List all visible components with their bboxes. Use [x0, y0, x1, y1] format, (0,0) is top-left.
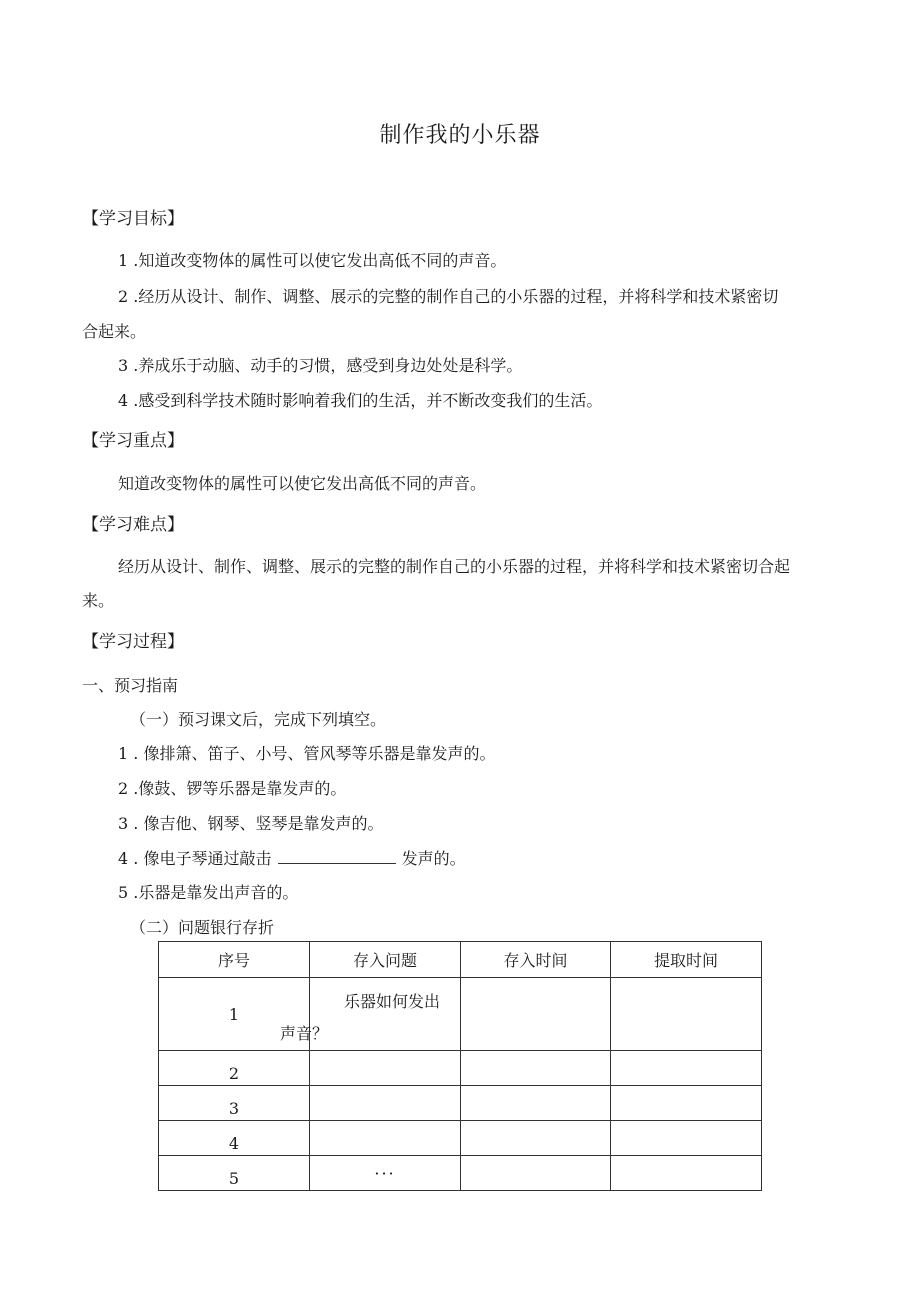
table-row	[159, 1121, 762, 1156]
row-withdraw-time[interactable]	[611, 1121, 762, 1156]
row-question[interactable]	[310, 1086, 461, 1121]
table-header-row	[159, 942, 762, 978]
key-point-text: 知道改变物体的属性可以使它发出高低不同的声音。	[118, 474, 487, 493]
objective-item-2-continued: 合起来。	[82, 322, 147, 341]
fill-question-5: 5 .乐器是靠发出声音的。	[118, 883, 299, 902]
question-text: 乐器如何发出 声音？	[280, 992, 441, 1043]
fill-question-2: 2 .像鼓、锣等乐器是靠发声的。	[118, 779, 347, 798]
fill-question-4-suffix: 发声的。	[401, 849, 466, 868]
header-withdraw-time: 提取时间	[611, 942, 762, 978]
document-title: 制作我的小乐器	[379, 123, 541, 148]
row-number: 1	[159, 978, 310, 1051]
row-question	[280, 978, 461, 1051]
row-number: 3	[159, 1086, 310, 1121]
objective-item-4: 4 .感受到科学技术随时影响着我们的生活，并不断改变我们的生活。	[118, 391, 603, 410]
row-deposit-time[interactable]	[461, 1121, 611, 1156]
objectives-heading: 【学习目标】	[82, 209, 184, 229]
difficulty-text-line2: 来。	[82, 591, 115, 610]
row-question[interactable]	[310, 1121, 461, 1156]
row-number: 5	[159, 1156, 310, 1191]
row-question[interactable]: ···	[310, 1156, 461, 1191]
section-preview-guide: 一、预习指南	[82, 676, 179, 695]
row-number: 4	[159, 1121, 310, 1156]
subsection-question-bank: （二）问题银行存折	[130, 918, 275, 937]
objective-item-1: 1 .知道改变物体的属性可以使它发出高低不同的声音。	[118, 251, 507, 270]
row-withdraw-time[interactable]	[611, 1086, 762, 1121]
row-deposit-time[interactable]	[461, 978, 611, 1051]
fill-question-3: 3 . 像吉他、钢琴、竖琴是靠发声的。	[118, 814, 384, 833]
answer-blank[interactable]	[278, 849, 396, 864]
question-bank-table	[158, 941, 762, 1191]
fill-question-4-prefix: 4 . 像电子琴通过敲击	[118, 849, 272, 868]
objective-item-2: 2 .经历从设计、制作、调整、展示的完整的制作自己的小乐器的过程，并将科学和技术紧密切	[118, 287, 779, 306]
row-deposit-time[interactable]	[461, 1051, 611, 1086]
table-row	[159, 1051, 762, 1086]
row-deposit-time[interactable]	[461, 1156, 611, 1191]
row-deposit-time[interactable]	[461, 1086, 611, 1121]
objective-item-3: 3 .养成乐于动脑、动手的习惯，感受到身边处处是科学。	[118, 356, 523, 375]
row-question[interactable]	[310, 1051, 461, 1086]
fill-question-4	[118, 849, 466, 869]
difficulty-heading: 【学习难点】	[82, 515, 184, 535]
header-number: 序号	[159, 942, 310, 978]
header-question: 存入问题	[310, 942, 461, 978]
row-number: 2	[159, 1051, 310, 1086]
subsection-fill-in: （一）预习课文后，完成下列填空。	[130, 710, 387, 729]
table-row	[159, 978, 762, 1051]
table-row	[159, 1086, 762, 1121]
row-withdraw-time[interactable]	[611, 1051, 762, 1086]
row-withdraw-time[interactable]	[611, 978, 762, 1051]
table-row	[159, 1156, 762, 1191]
difficulty-text-line1: 经历从设计、制作、调整、展示的完整的制作自己的小乐器的过程，并将科学和技术紧密切合起	[118, 557, 791, 576]
row-withdraw-time[interactable]	[611, 1156, 762, 1191]
fill-question-1: 1 . 像排箫、笛子、小号、管风琴等乐器是靠发声的。	[118, 744, 496, 763]
process-heading: 【学习过程】	[82, 632, 184, 652]
key-point-heading: 【学习重点】	[82, 431, 184, 451]
header-deposit-time: 存入时间	[461, 942, 611, 978]
